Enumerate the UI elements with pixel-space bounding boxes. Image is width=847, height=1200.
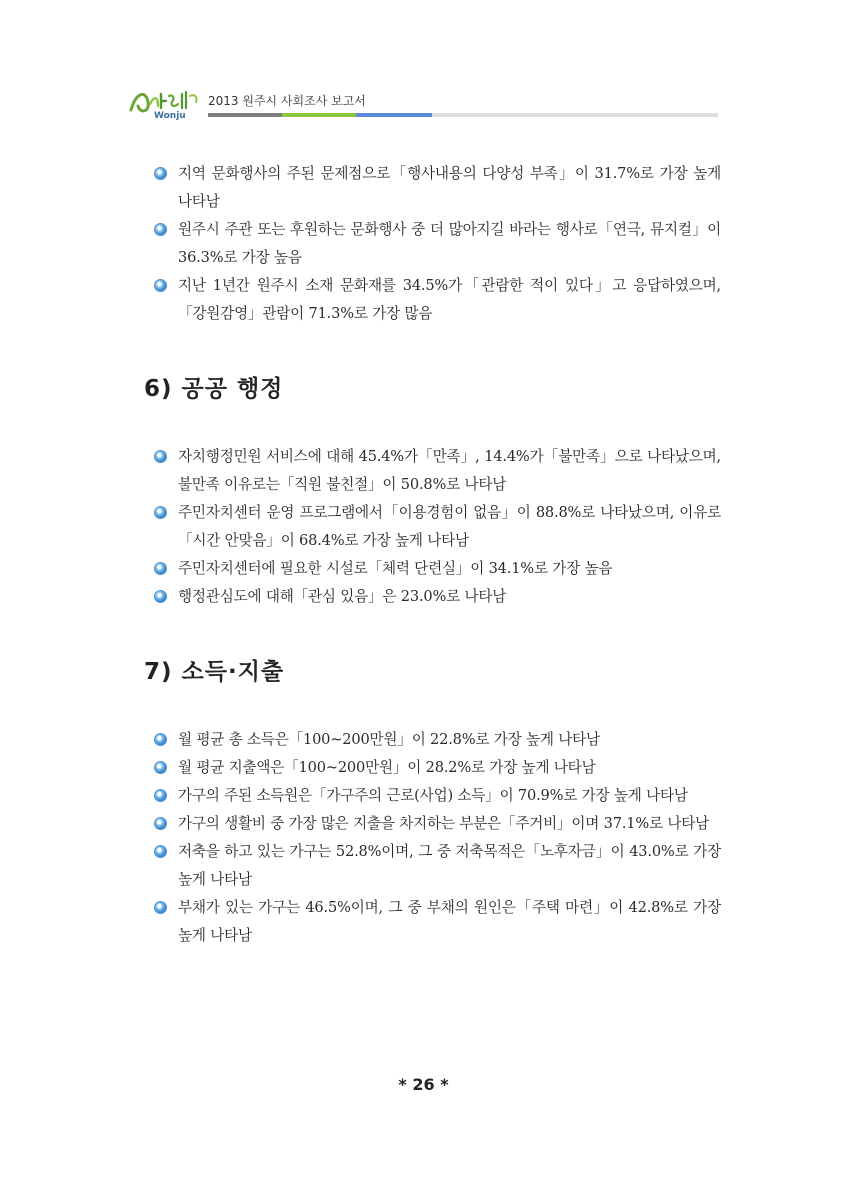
bullet-icon (155, 168, 166, 179)
section7-bullet-list (155, 726, 721, 950)
list-item (155, 782, 721, 810)
bullet-icon (155, 846, 166, 857)
list-item (155, 272, 721, 328)
list-item (155, 894, 721, 950)
list-item (155, 754, 721, 782)
list-item (155, 216, 721, 272)
list-item (155, 160, 721, 216)
svg-text:Wonju: Wonju (154, 111, 186, 120)
intro-bullet-list (155, 160, 721, 328)
bullet-icon (155, 902, 166, 913)
bullet-icon (155, 591, 166, 602)
wonju-logo (128, 84, 203, 120)
bullet-text: 저축을 하고 있는 가구는 52.8%이며, 그 중 저축목적은「노후자금」이 43.0%로 가장 높게 나타남 (178, 843, 721, 888)
bullet-text: 지난 1년간 원주시 소재 문화재를 34.5%가「관람한 적이 있다」고 응답하였으며, 「강원감영」관람이 71.3%로 가장 많음 (178, 277, 721, 322)
section-title-public-administration: 6) 공공 행정 (144, 376, 284, 402)
bullet-text: 자치행정민원 서비스에 대해 45.4%가「만족」, 14.4%가「불만족」으로 나타났으며, 불만족 이유로는「직원 불친절」이 50.8%로 나타남 (178, 448, 721, 493)
page-content (144, 160, 721, 950)
rule-segment-blue (356, 113, 432, 117)
bullet-icon (155, 507, 166, 518)
bullet-text: 행정관심도에 대해「관심 있음」은 23.0%로 나타남 (178, 588, 507, 605)
bullet-text: 가구의 생활비 중 가장 많은 지출을 차지하는 부분은「주거비」이며 37.1%로 나타남 (178, 815, 710, 832)
bullet-icon (155, 563, 166, 574)
bullet-icon (155, 818, 166, 829)
list-item (155, 810, 721, 838)
list-item (155, 499, 721, 555)
bullet-icon (155, 224, 166, 235)
bullet-text: 주민자치센터 운영 프로그램에서「이용경험이 없음」이 88.8%로 나타났으며, 이유로「시간 안맞음」이 68.4%로 가장 높게 나타남 (178, 504, 721, 549)
report-title: 2013 원주시 사회조사 보고서 (208, 94, 366, 108)
list-item (155, 726, 721, 754)
list-item (155, 555, 721, 583)
list-item (155, 443, 721, 499)
bullet-icon (155, 280, 166, 291)
list-item (155, 838, 721, 894)
list-item (155, 583, 721, 611)
page-header (128, 84, 718, 120)
bullet-icon (155, 734, 166, 745)
header-rule (208, 113, 718, 117)
rule-segment-green (282, 113, 356, 117)
bullet-icon (155, 451, 166, 462)
bullet-text: 부채가 있는 가구는 46.5%이며, 그 중 부채의 원인은「주택 마련」이 42.8%로 가장 높게 나타남 (178, 899, 721, 944)
bullet-text: 가구의 주된 소득원은「가구주의 근로(사업) 소득」이 70.9%로 가장 높게 나타남 (178, 787, 688, 804)
bullet-icon (155, 762, 166, 773)
section-title-income-expenditure: 7) 소득·지출 (144, 659, 285, 685)
bullet-text: 월 평균 총 소득은「100~200만원」이 22.8%로 가장 높게 나타남 (178, 731, 600, 748)
section6-bullet-list (155, 443, 721, 611)
bullet-text: 주민자치센터에 필요한 시설로「체력 단련실」이 34.1%로 가장 높음 (178, 560, 613, 577)
bullet-text: 지역 문화행사의 주된 문제점으로「행사내용의 다양성 부족」이 31.7%로 가장 높게 나타남 (178, 165, 721, 210)
bullet-text: 월 평균 지출액은「100~200만원」이 28.2%로 가장 높게 나타남 (178, 759, 596, 776)
page-number: * 26 * (398, 1075, 449, 1094)
rule-segment-gray (208, 113, 282, 117)
bullet-text: 원주시 주관 또는 후원하는 문화행사 중 더 많아지길 바라는 행사로「연극, 뮤지컬」이 36.3%로 가장 높음 (178, 221, 721, 266)
bullet-icon (155, 790, 166, 801)
